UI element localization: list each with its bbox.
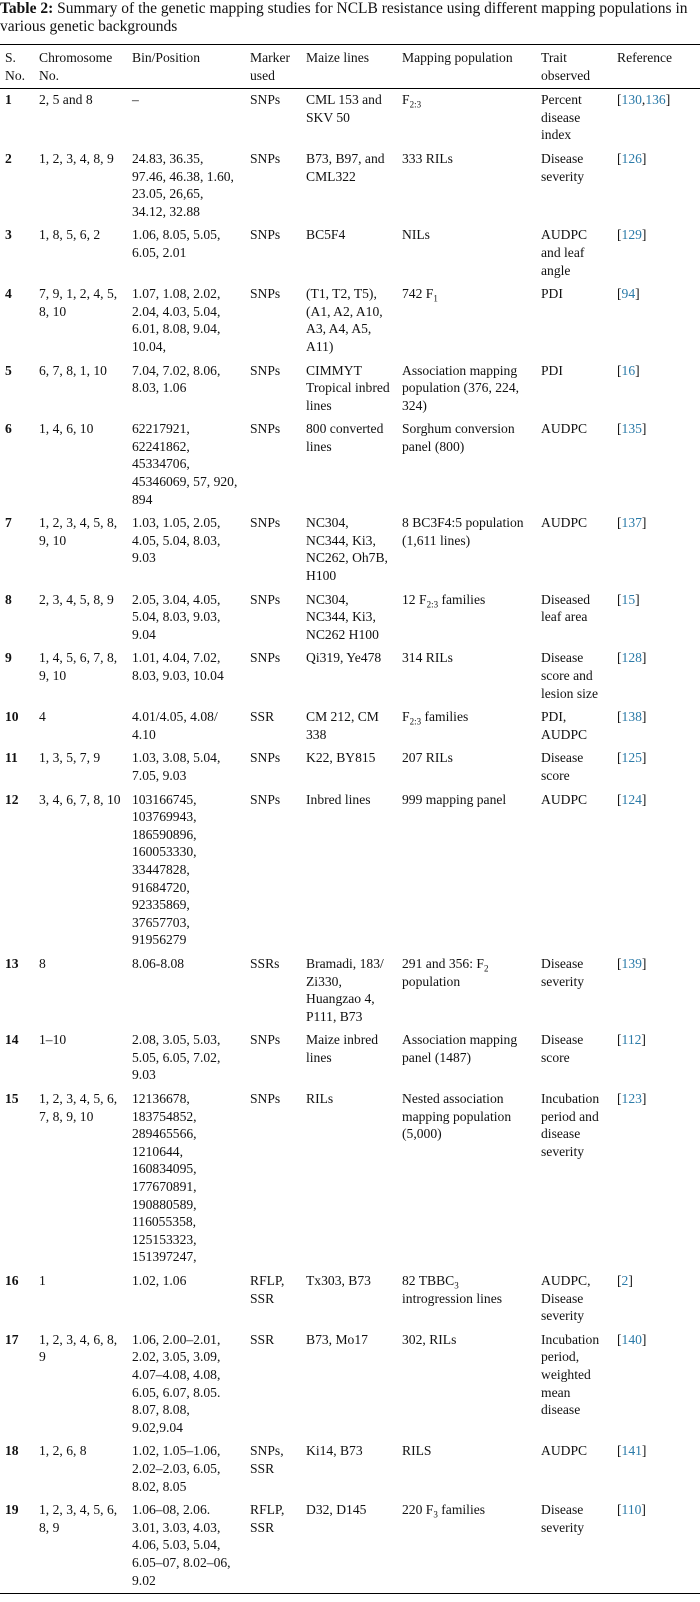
marker-cell: RFLP, SSR xyxy=(250,1273,285,1306)
bin-position-cell: 24.83, 36.35, 97.46, 46.38, 1.60, 23.05, 26,65, 34.12, 32.88 xyxy=(132,150,234,219)
row-number: 12 xyxy=(5,791,19,807)
maize-lines-cell: CIMMYT Tropical inbred lines xyxy=(306,362,390,413)
reference-cell xyxy=(612,953,700,1029)
trait-cell: Incubation period and disease severity xyxy=(541,1091,600,1159)
bin-position-cell: 8.06-8.08 xyxy=(132,955,185,971)
maize-lines-cell: CML 153 and SKV 50 xyxy=(306,92,382,125)
chromosome-cell: 1, 2, 6, 8 xyxy=(39,1443,87,1459)
trait-cell: AUDPC xyxy=(541,515,588,531)
trait-cell: AUDPC xyxy=(541,421,588,437)
table-caption xyxy=(0,0,700,36)
maize-lines-cell: Tx303, B73 xyxy=(306,1273,371,1288)
table-row xyxy=(0,224,700,283)
trait-cell: Disease severity xyxy=(536,1499,612,1593)
population-subscript: 2 xyxy=(483,963,489,974)
row-number: 1 xyxy=(5,92,12,108)
header-chromosome: Chromosome No. xyxy=(34,45,127,89)
bracket-open: [ xyxy=(617,1443,622,1459)
bracket-open: [ xyxy=(617,791,622,807)
reference-cell xyxy=(612,283,700,359)
population-suffix: population xyxy=(402,973,461,989)
chromosome-cell: 1, 8, 5, 6, 2 xyxy=(39,227,101,243)
bracket-open: [ xyxy=(617,286,622,302)
population-text: NILs xyxy=(402,227,430,243)
population-suffix: families xyxy=(437,1502,486,1518)
reference-link[interactable]: 125 xyxy=(621,750,642,766)
bracket-open: [ xyxy=(617,1331,622,1347)
header-reference: Reference xyxy=(612,45,700,89)
maize-lines-cell: (T1, T2, T5), (A1, A2, A10, A3, A4, A5, A11) xyxy=(306,286,383,354)
chromosome-cell: 1, 4, 6, 10 xyxy=(39,421,94,437)
bracket-close: ] xyxy=(665,92,671,108)
bracket-open: [ xyxy=(617,227,622,243)
header-row xyxy=(0,45,700,89)
population-suffix: introgression lines xyxy=(402,1290,503,1306)
row-number: 16 xyxy=(5,1273,19,1288)
marker-cell: SNPs xyxy=(250,421,281,437)
reference-link[interactable]: 112 xyxy=(621,1032,642,1048)
reference-link[interactable]: 124 xyxy=(621,791,642,807)
marker-cell: RFLP, SSR xyxy=(245,1499,301,1593)
bracket-open: [ xyxy=(617,650,622,666)
population-text: Nested association mapping population (5,000) xyxy=(402,1091,512,1142)
mapping-population-cell xyxy=(397,360,536,419)
marker-cell: SNPs xyxy=(250,227,281,243)
reference-cell xyxy=(612,1088,700,1270)
trait-cell: Disease score xyxy=(541,1032,584,1065)
bracket-close: ] xyxy=(641,955,647,971)
bin-position-cell: 1.02, 1.05–1.06, 2.02–2.03, 6.05, 8.02, 8.05 xyxy=(132,1443,221,1494)
mapping-population-cell xyxy=(397,1029,536,1088)
reference-link[interactable]: 140 xyxy=(621,1331,642,1347)
maize-lines-cell: Bramadi, 183/ Zi330, Huangzao 4, P111, B73 xyxy=(306,955,384,1024)
bracket-close: ] xyxy=(641,750,647,766)
reference-cell xyxy=(612,789,700,953)
bracket-open: [ xyxy=(617,1091,622,1107)
table-row xyxy=(0,647,700,706)
bin-position-cell: 103166745, 103769943, 186590896, 160053330, 33447828, 91684720, 92335869, 37657703, 91956279 xyxy=(132,791,197,948)
marker-cell: SNPs xyxy=(250,92,281,108)
row-number: 2 xyxy=(5,150,12,166)
mapping-population-cell xyxy=(397,589,536,648)
reference-cell xyxy=(612,589,700,648)
bracket-open: [ xyxy=(617,92,622,108)
trait-cell: Disease severity xyxy=(541,955,585,989)
table-row xyxy=(0,89,700,148)
row-number: 14 xyxy=(5,1032,19,1048)
bin-position-cell: 1.07, 1.08, 2.02, 2.04, 4.03, 5.04, 6.01, 8.08, 9.04, 10.04, xyxy=(132,286,221,354)
mapping-population-cell xyxy=(397,647,536,706)
header-maize-lines: Maize lines xyxy=(301,45,397,89)
bin-position-cell: 62217921, 62241862, 45334706, 45346069, 57, 920, 894 xyxy=(132,421,238,507)
bracket-close: ] xyxy=(635,362,640,378)
reference-link[interactable]: 110 xyxy=(621,1502,642,1518)
population-text: F xyxy=(402,92,410,108)
reference-link[interactable]: 123 xyxy=(621,1091,642,1107)
bracket-open: [ xyxy=(617,1032,622,1048)
maize-lines-cell: B73, Mo17 xyxy=(306,1331,368,1347)
population-subscript: 3 xyxy=(433,1509,438,1520)
chromosome-cell: 3, 4, 6, 7, 8, 10 xyxy=(39,791,121,807)
trait-cell: AUDPC, Disease severity xyxy=(541,1273,591,1324)
table-row xyxy=(0,747,700,788)
bracket-open: [ xyxy=(617,515,622,531)
row-number: 9 xyxy=(5,650,12,666)
reference-link[interactable]: 136 xyxy=(645,92,666,108)
bin-position-cell: 1.03, 1.05, 2.05, 4.05, 5.04, 8.03, 9.03 xyxy=(132,515,221,566)
mapping-population-cell xyxy=(397,224,536,283)
table-row xyxy=(0,512,700,588)
reference-cell xyxy=(612,418,700,512)
bracket-open: [ xyxy=(617,421,622,437)
reference-link[interactable]: 15 xyxy=(621,591,636,607)
marker-cell: SNPs xyxy=(250,750,281,766)
trait-cell: PDI, AUDPC xyxy=(541,709,588,742)
row-number: 6 xyxy=(5,421,12,437)
chromosome-cell: 8 xyxy=(39,955,46,971)
population-text: 12 F xyxy=(402,591,427,607)
mapping-population-cell xyxy=(397,1270,536,1329)
mapping-population-cell xyxy=(397,512,536,588)
table-body xyxy=(0,89,700,1594)
reference-cell xyxy=(612,360,700,419)
marker-cell: SNPs xyxy=(250,1032,281,1048)
trait-cell: Diseased leaf area xyxy=(541,591,591,625)
population-text: F xyxy=(402,709,410,725)
row-number: 15 xyxy=(5,1091,19,1107)
marker-cell: SNPs xyxy=(250,650,281,666)
reference-link[interactable]: 126 xyxy=(621,150,642,166)
maize-lines-cell: Maize inbred lines xyxy=(306,1032,379,1065)
bracket-close: ] xyxy=(641,515,647,531)
bin-position-cell: 1.03, 3.08, 5.04, 7.05, 9.03 xyxy=(132,750,221,783)
population-subscript: 2:3 xyxy=(426,599,439,610)
row-number: 7 xyxy=(5,515,12,531)
table-row xyxy=(0,418,700,512)
bracket-close: ] xyxy=(641,150,647,166)
chromosome-cell: 4 xyxy=(39,709,46,725)
maize-lines-cell: Ki14, B73 xyxy=(306,1443,363,1459)
table-row xyxy=(0,1270,700,1329)
population-text: Association mapping population (376, 224, 324) xyxy=(402,362,520,413)
bin-position-cell: 12136678, 183754852, 289465566, 1210644, 160834095, 177670891, 190880589, 116055358, 125153323, 151397247, xyxy=(132,1091,197,1265)
marker-cell: SNPs xyxy=(250,1091,281,1107)
chromosome-cell: 1, 2, 3, 4, 6, 8, 9 xyxy=(39,1331,118,1365)
table-row xyxy=(0,1499,700,1593)
bracket-open: [ xyxy=(617,750,622,766)
reference-cell xyxy=(612,89,700,148)
chromosome-cell: 1–10 xyxy=(39,1032,67,1048)
table-row xyxy=(0,1029,700,1088)
trait-cell: Disease score and lesion size xyxy=(541,650,599,701)
mapping-population-cell xyxy=(397,89,536,148)
population-text: 742 F xyxy=(402,286,434,302)
marker-cell: SSRs xyxy=(250,955,280,971)
population-suffix: families xyxy=(438,591,486,607)
chromosome-cell: 7, 9, 1, 2, 4, 5, 8, 10 xyxy=(39,286,118,319)
row-number: 4 xyxy=(5,286,12,302)
mapping-population-cell xyxy=(397,1499,536,1593)
row-number: 17 xyxy=(5,1331,19,1347)
reference-link[interactable]: 135 xyxy=(621,421,642,437)
table-row xyxy=(0,953,700,1029)
bracket-open: [ xyxy=(617,591,622,607)
bracket-close: ] xyxy=(641,1032,646,1048)
reference-cell xyxy=(612,706,700,747)
bracket-close: ] xyxy=(641,1443,647,1459)
trait-cell: Disease score xyxy=(541,750,584,783)
bin-position-cell: 1.01, 4.04, 7.02, 8.03, 9.03, 10.04 xyxy=(132,650,224,683)
bracket-close: ] xyxy=(641,791,647,807)
table-row xyxy=(0,148,700,224)
row-number: 10 xyxy=(5,709,19,725)
reference-cell xyxy=(612,1029,700,1088)
trait-cell: Disease severity xyxy=(541,150,585,184)
trait-cell: PDI xyxy=(541,362,563,378)
population-text: 314 RILs xyxy=(402,650,453,666)
bin-position-cell: 2.05, 3.04, 4.05, 5.04, 8.03, 9.03, 9.04 xyxy=(132,591,221,642)
trait-cell: Incubation period, weighted mean disease xyxy=(541,1331,600,1418)
bin-position-cell: 1.06, 8.05, 5.05, 6.05, 2.01 xyxy=(132,227,221,260)
population-text: 999 mapping panel xyxy=(402,791,507,807)
population-subscript: 2:3 xyxy=(409,716,422,727)
bin-position-cell: 4.01/4.05, 4.08/ 4.10 xyxy=(132,709,218,742)
reference-cell xyxy=(612,1499,700,1593)
ref-separator: , xyxy=(641,92,646,108)
reference-cell xyxy=(612,1440,700,1499)
marker-cell: SNPs xyxy=(250,515,281,531)
population-text: 333 RILs xyxy=(402,150,453,166)
chromosome-cell: 6, 7, 8, 1, 10 xyxy=(39,362,107,378)
reference-link[interactable]: 94 xyxy=(621,286,636,302)
table-label: Table 2: xyxy=(0,0,54,17)
maize-lines-cell: NC304, NC344, Ki3, NC262, Oh7B, H100 xyxy=(306,515,388,584)
marker-cell: SNPs xyxy=(250,286,281,302)
bin-position-cell: 1.06, 2.00–2.01, 2.02, 3.05, 3.09, 4.07–4.08, 4.08, 6.05, 6.07, 8.05. 8.07, 8.08, 9.02,9.04 xyxy=(132,1331,221,1435)
bracket-close: ] xyxy=(628,1273,633,1288)
bin-position-cell: 1.06–08, 2.06. 3.01, 3.03, 4.03, 4.06, 5.03, 5.04, 6.05–07, 8.02–06, 9.02 xyxy=(127,1499,245,1593)
mapping-population-cell xyxy=(397,283,536,359)
chromosome-cell: 2, 3, 4, 5, 8, 9 xyxy=(39,591,114,607)
population-text: RILS xyxy=(402,1443,432,1459)
maize-lines-cell: B73, B97, and CML322 xyxy=(306,150,385,184)
table-row xyxy=(0,360,700,419)
bracket-close: ] xyxy=(641,1502,646,1518)
reference-link[interactable]: 141 xyxy=(621,1443,642,1459)
reference-link[interactable]: 138 xyxy=(621,709,642,725)
marker-cell: SNPs xyxy=(250,150,281,166)
reference-link[interactable]: 137 xyxy=(621,515,642,531)
bracket-open: [ xyxy=(617,1273,622,1288)
maize-lines-cell: CM 212, CM 338 xyxy=(306,709,379,742)
population-subscript: 1 xyxy=(433,293,438,304)
mapping-population-cell xyxy=(397,1440,536,1499)
table-caption-text: Summary of the genetic mapping studies for NCLB resistance using different mapping populations in various genetic backgrounds xyxy=(0,0,688,35)
bracket-open: [ xyxy=(617,955,622,971)
maize-lines-cell: Inbred lines xyxy=(306,791,371,807)
trait-cell: AUDPC and leaf angle xyxy=(541,227,588,278)
bin-position-cell: 2.08, 3.05, 5.03, 5.05, 6.05, 7.02, 9.03 xyxy=(132,1032,221,1083)
bin-position-cell: 7.04, 7.02, 8.06, 8.03, 1.06 xyxy=(132,362,221,396)
population-subscript: 3 xyxy=(454,1280,459,1291)
marker-cell: SSR xyxy=(250,1331,275,1347)
reference-cell xyxy=(612,148,700,224)
population-text: 291 and 356: F xyxy=(402,955,484,971)
reference-link[interactable]: 139 xyxy=(621,955,642,971)
maize-lines-cell: Qi319, Ye478 xyxy=(306,650,382,666)
ncl-mapping-table xyxy=(0,44,700,1594)
marker-cell: SNPs xyxy=(250,591,281,607)
table-row xyxy=(0,1440,700,1499)
chromosome-cell: 1, 4, 5, 6, 7, 8, 9, 10 xyxy=(39,650,118,683)
maize-lines-cell: BC5F4 xyxy=(306,227,346,243)
header-mapping-population: Mapping population xyxy=(397,45,536,89)
marker-cell: SSR xyxy=(250,709,275,725)
bracket-open: [ xyxy=(617,362,622,378)
maize-lines-cell: NC304, NC344, Ki3, NC262 H100 xyxy=(306,591,379,642)
bracket-close: ] xyxy=(641,1091,647,1107)
mapping-population-cell xyxy=(397,953,536,1029)
header-bin-position: Bin/Position xyxy=(127,45,245,89)
bracket-open: [ xyxy=(617,150,622,166)
maize-lines-cell: RILs xyxy=(306,1091,334,1107)
population-text: Sorghum conversion panel (800) xyxy=(402,421,515,454)
chromosome-cell: 1, 3, 5, 7, 9 xyxy=(39,750,101,766)
reference-cell xyxy=(612,747,700,788)
population-text: 302, RILs xyxy=(402,1331,457,1347)
table-row xyxy=(0,789,700,953)
row-number: 3 xyxy=(5,227,12,243)
reference-cell xyxy=(612,512,700,588)
reference-cell xyxy=(612,647,700,706)
trait-cell: AUDPC xyxy=(541,791,588,807)
table-row xyxy=(0,589,700,648)
bracket-close: ] xyxy=(641,227,647,243)
chromosome-cell: 2, 5 and 8 xyxy=(39,92,93,108)
trait-cell: PDI xyxy=(541,286,563,302)
trait-cell: AUDPC xyxy=(541,1443,588,1459)
table-row xyxy=(0,706,700,747)
bracket-close: ] xyxy=(641,709,647,725)
mapping-population-cell xyxy=(397,789,536,953)
mapping-population-cell xyxy=(397,148,536,224)
row-number: 19 xyxy=(0,1499,34,1593)
header-marker: Marker used xyxy=(245,45,301,89)
row-number: 11 xyxy=(5,750,18,766)
reference-cell xyxy=(612,1270,700,1329)
marker-cell: SNPs xyxy=(250,362,281,378)
chromosome-cell: 1, 2, 3, 4, 8, 9 xyxy=(39,150,114,166)
mapping-population-cell xyxy=(397,418,536,512)
reference-link[interactable]: 2 xyxy=(621,1273,629,1288)
table-row xyxy=(0,1088,700,1270)
population-subscript: 2:3 xyxy=(409,99,422,110)
maize-lines-cell: K22, BY815 xyxy=(306,750,376,766)
chromosome-cell: 1 xyxy=(39,1273,46,1288)
header-trait: Trait observed xyxy=(536,45,612,89)
reference-cell xyxy=(612,224,700,283)
chromosome-cell: 1, 2, 3, 4, 5, 6, 8, 9 xyxy=(34,1499,127,1593)
row-number: 5 xyxy=(5,362,12,378)
population-suffix: families xyxy=(421,709,469,725)
row-number: 13 xyxy=(5,955,19,971)
reference-link[interactable]: 130 xyxy=(621,92,642,108)
reference-cell xyxy=(612,1329,700,1441)
population-text: 82 TBBC xyxy=(402,1273,455,1288)
bracket-open: [ xyxy=(617,1502,622,1518)
bin-position-cell: 1.02, 1.06 xyxy=(132,1273,187,1288)
bracket-close: ] xyxy=(641,650,647,666)
bracket-close: ] xyxy=(635,591,640,607)
mapping-population-cell xyxy=(397,1088,536,1270)
row-number: 8 xyxy=(5,591,12,607)
maize-lines-cell: D32, D145 xyxy=(301,1499,397,1593)
chromosome-cell: 1, 2, 3, 4, 5, 8, 9, 10 xyxy=(39,515,118,548)
bracket-close: ] xyxy=(641,421,647,437)
bracket-close: ] xyxy=(641,1331,647,1347)
reference-link[interactable]: 16 xyxy=(621,362,636,378)
reference-link[interactable]: 129 xyxy=(621,227,642,243)
table-row xyxy=(0,1329,700,1441)
population-text: 207 RILs xyxy=(402,750,453,766)
mapping-population-cell xyxy=(397,747,536,788)
table-row xyxy=(0,283,700,359)
header-sno: S. No. xyxy=(0,45,34,89)
bracket-close: ] xyxy=(635,286,640,302)
bin-position-cell: – xyxy=(132,92,139,108)
population-text: 220 F xyxy=(402,1502,434,1518)
trait-cell: Percent disease index xyxy=(541,92,582,143)
marker-cell: SNPs xyxy=(250,791,281,807)
row-number: 18 xyxy=(5,1443,19,1459)
chromosome-cell: 1, 2, 3, 4, 5, 6, 7, 8, 9, 10 xyxy=(39,1091,118,1124)
mapping-population-cell xyxy=(397,706,536,747)
population-text: 8 BC3F4:5 population (1,611 lines) xyxy=(402,515,524,548)
bracket-open: [ xyxy=(617,709,622,725)
mapping-population-cell xyxy=(397,1329,536,1441)
marker-cell: SNPs, SSR xyxy=(250,1443,284,1476)
reference-link[interactable]: 128 xyxy=(621,650,642,666)
maize-lines-cell: 800 converted lines xyxy=(306,421,384,454)
population-text: Association mapping panel (1487) xyxy=(402,1032,518,1065)
